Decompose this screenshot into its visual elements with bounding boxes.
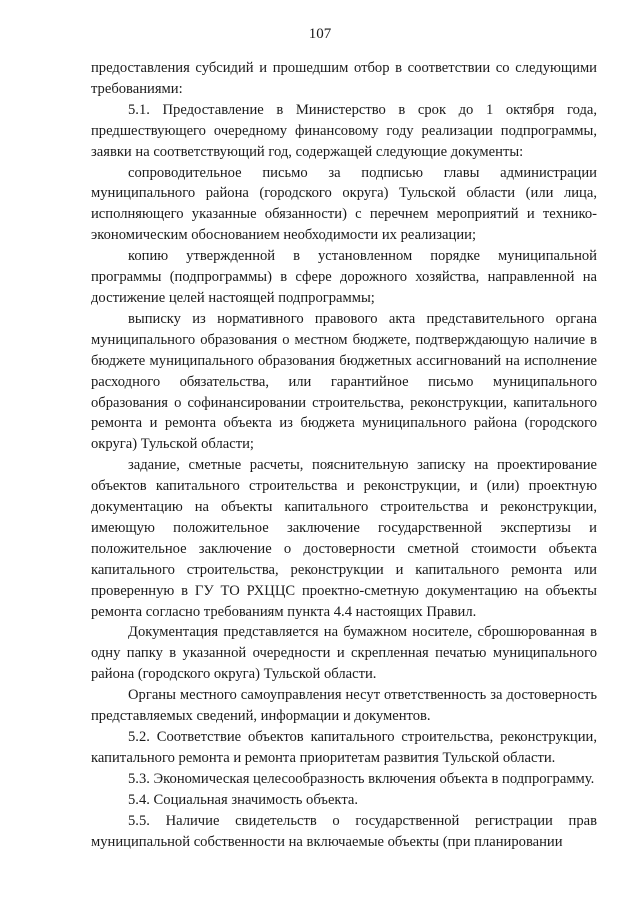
paragraph-program-copy: копию утвержденной в установленном порядке муниципальной программы (подпрограммы) в сфере дорожного хозяйства, направленной на достижение целей настоящей подпрограммы;: [91, 248, 597, 306]
paragraph-budget-extract: выписку из нормативного правового акта представительного органа муниципального образования о местном бюджете, подтверждающую наличие в бюджете муниципального образования бюджетных ассигнований на исполнение расходного обязательства, или гарантийное письмо муниципального образования о софинансировании строительства, реконструкции, капитального ремонта и ремонта объекта из бюджета муниципального района (городского округа) Тульской области;: [91, 310, 597, 453]
paragraph-item-5-5: 5.5. Наличие свидетельств о государственной регистрации прав муниципальной собственности на включаемые объекты (при планировании: [91, 812, 597, 850]
paragraph-item-5-2: 5.2. Соответствие объектов капитального строительства, реконструкции, капитального ремонта и ремонта приоритетам развития Тульской области.: [91, 729, 597, 766]
paragraph-continuation: предоставления субсидий и прошедшим отбор в соответствии со следующими требованиями:: [91, 60, 597, 97]
paragraph-cover-letter: сопроводительное письмо за подписью главы администрации муниципального района (городского округа) Тульской области (или лица, исполняющего указанные обязанности) с перечнем мероприятий и технико-экономическим обоснованием необходимости их реализации;: [91, 164, 597, 244]
page-number: 107: [308, 26, 332, 42]
paragraph-item-5-3: 5.3. Экономическая целесообразность включения объекта в подпрограмму.: [128, 770, 595, 787]
paragraph-item-5-4: 5.4. Социальная значимость объекта.: [128, 791, 359, 808]
document-body: [91, 58, 597, 852]
paragraph-design-documents: задание, сметные расчеты, пояснительную записку на проектирование объектов капитального строительства и реконструкции, и (или) проектную документацию на объекты капитального строительства и реконструкции, имеющую положительное заключение государственной экспертизы и положительное заключение о достоверности сметной стоимости объекта капитального строительства, реконструкции и капитального ремонта или проверенную в ГУ ТО РХЦЦС проектно-сметную документацию на объекты ремонта согласно требованиям пункта 4.4 настоящих Правил.: [91, 457, 597, 620]
paragraph-responsibility: Органы местного самоуправления несут ответственность за достоверность представляемых сведений, информации и документов.: [91, 687, 597, 725]
paragraph-documentation-format: Документация представляется на бумажном носителе, сброшюрованная в одну папку в указанной очередности и скрепленная печатью муниципального района (городского округа) Тульской области.: [91, 624, 597, 683]
paragraph-item-5-1: 5.1. Предоставление в Министерство в срок до 1 октября года, предшествующего очередному финансовому году реализации подпрограммы, заявки на соответствующий год, содержащей следующие документы:: [91, 101, 597, 160]
